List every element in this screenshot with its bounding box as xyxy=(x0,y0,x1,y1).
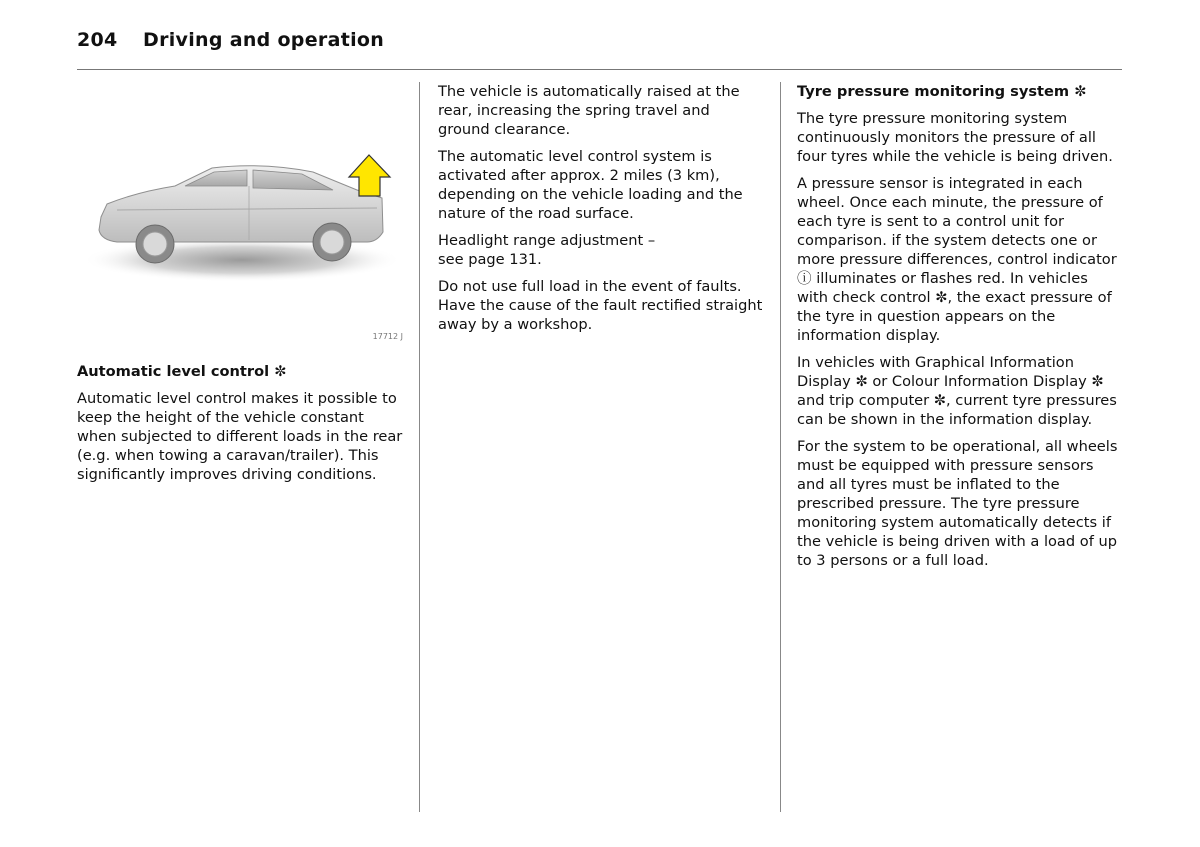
page-reference: see page 131. xyxy=(438,251,542,268)
header-divider xyxy=(77,69,1122,70)
paragraph: The vehicle is automatically raised at the rear, increasing the spring travel and ground clearance. xyxy=(438,83,740,138)
optional-equipment-icon: ✼ xyxy=(935,289,948,306)
optional-equipment-icon: ✼ xyxy=(933,392,947,409)
section-title: Driving and operation xyxy=(143,29,385,51)
control-indicator-icon: ⓘ xyxy=(797,270,812,287)
heading-tyre-pressure-monitoring: Tyre pressure monitoring system ✼ xyxy=(797,83,1087,100)
column-divider-left xyxy=(419,82,420,812)
paragraph: Do not use full load in the event of faults. Have the cause of the fault rectified straight away by a workshop. xyxy=(438,278,763,333)
optional-equipment-icon: ✼ xyxy=(274,363,287,380)
paragraph: Headlight range adjustment – see page 131. xyxy=(438,232,656,268)
paragraph: Automatic level control makes it possible to keep the height of the vehicle constant when subjected to different loads in the rear (e.g. when towing a caravan/trailer). This significantly improves driving conditions. xyxy=(77,390,403,483)
ground-shadow xyxy=(82,238,402,282)
heading-automatic-level-control: Automatic level control ✼ xyxy=(77,363,287,380)
column-right xyxy=(797,82,1122,578)
car-illustration xyxy=(77,82,407,347)
optional-equipment-icon: ✼ xyxy=(1074,83,1087,100)
figure-code: 17712 J xyxy=(372,332,403,341)
car-illustration-svg xyxy=(77,82,407,347)
paragraph: The automatic level control system is activated after approx. 2 miles (3 km), depending on the vehicle loading and the nature of the road surface. xyxy=(438,148,743,222)
paragraph: The tyre pressure monitoring system continuously monitors the pressure of all four tyres while the vehicle is being driven. xyxy=(797,110,1113,165)
column-divider-right xyxy=(780,82,781,812)
column-middle xyxy=(438,82,763,342)
optional-equipment-icon: ✼ xyxy=(1091,373,1104,390)
page-number: 204 xyxy=(77,29,118,51)
optional-equipment-icon: ✼ xyxy=(855,373,868,390)
column-left xyxy=(77,362,407,492)
paragraph: In vehicles with Graphical Information Display ✼ or Colour Information Display ✼ and trip computer ✼, current tyre pressures can be shown in the information display. xyxy=(797,354,1117,428)
paragraph: For the system to be operational, all wheels must be equipped with pressure sensors and all tyres must be inflated to the prescribed pressure. The tyre pressure monitoring system automatically detects if the vehicle is being driven with a load of up to 3 persons or a full load. xyxy=(797,438,1118,569)
paragraph: A pressure sensor is integrated in each wheel. Once each minute, the pressure of each tyre is sent to a control unit for comparison. if the system detects one or more pressure differences, control indicator ⓘ illuminates or flashes red. In vehicles with check control ✼, the exact pressure of the tyre in question appears on the information display. xyxy=(797,175,1117,344)
